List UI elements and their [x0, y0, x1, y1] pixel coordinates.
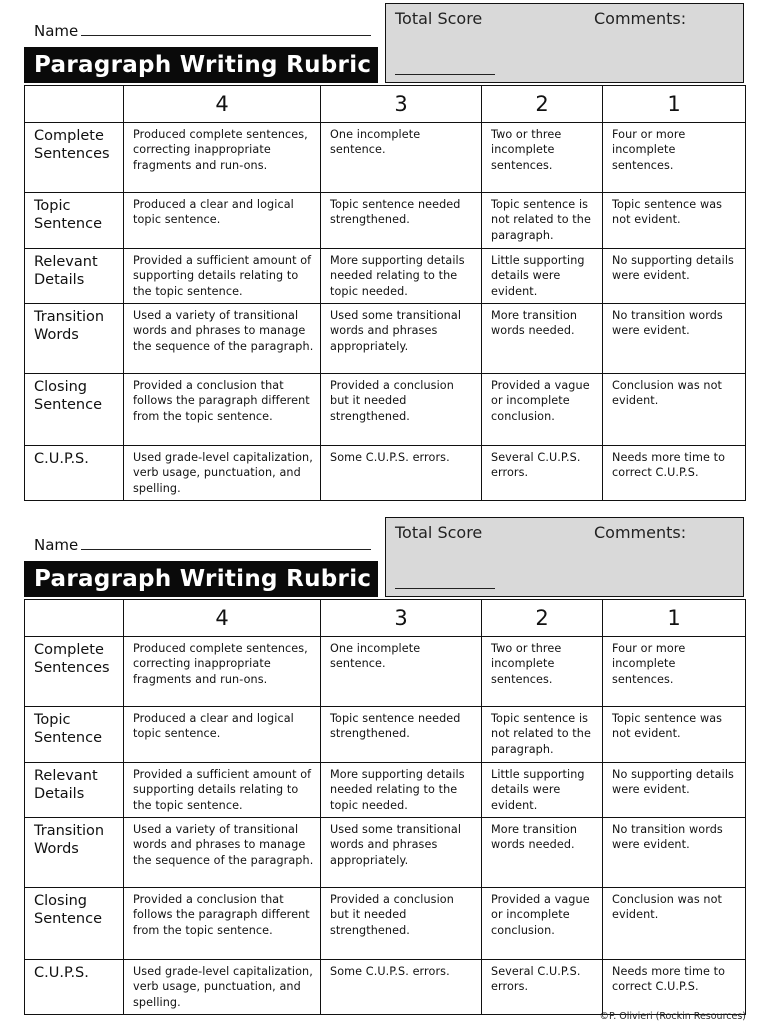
criterion-label: Complete Sentences: [25, 637, 124, 707]
total-score-label: Total Score: [395, 523, 483, 542]
descriptor-cell: No transition words were evident.: [603, 304, 746, 374]
score-box: [385, 517, 744, 597]
score-box: [385, 3, 744, 83]
descriptor-cell: Conclusion was not evident.: [603, 888, 746, 960]
descriptor-cell: Provided a sufficient amount of supporting details relating to the topic sentence.: [124, 249, 321, 304]
criterion-label: Transition Words: [25, 304, 124, 374]
descriptor-cell: Provided a vague or incomplete conclusion.: [482, 888, 603, 960]
comments-label: Comments:: [594, 523, 687, 542]
rubric-table: [24, 85, 746, 501]
descriptor-cell: Some C.U.P.S. errors.: [321, 446, 482, 501]
header-blank-cell: [25, 600, 124, 637]
name-field[interactable]: [34, 534, 380, 556]
descriptor-cell: More transition words needed.: [482, 818, 603, 888]
descriptor-cell: More supporting details needed relating to the topic needed.: [321, 763, 482, 818]
criterion-label: Topic Sentence: [25, 193, 124, 249]
table-row: [25, 888, 746, 960]
criterion-label: Closing Sentence: [25, 374, 124, 446]
criterion-label: C.U.P.S.: [25, 960, 124, 1015]
table-row: [25, 193, 746, 249]
descriptor-cell: No supporting details were evident.: [603, 249, 746, 304]
rubric-sheet-top: [0, 0, 768, 510]
total-score-label: Total Score: [395, 9, 483, 28]
criterion-label: C.U.P.S.: [25, 446, 124, 501]
descriptor-cell: Needs more time to correct C.U.P.S.: [603, 960, 746, 1015]
descriptor-cell: Some C.U.P.S. errors.: [321, 960, 482, 1015]
descriptor-cell: Topic sentence was not evident.: [603, 193, 746, 249]
score-header-1: 1: [603, 86, 746, 123]
table-row: [25, 249, 746, 304]
criterion-label: Closing Sentence: [25, 888, 124, 960]
descriptor-cell: Topic sentence is not related to the paragraph.: [482, 707, 603, 763]
name-blank-line[interactable]: [81, 535, 371, 550]
descriptor-cell: Produced a clear and logical topic sentence.: [124, 193, 321, 249]
table-row: [25, 374, 746, 446]
score-header-3: 3: [321, 86, 482, 123]
table-row: [25, 123, 746, 193]
score-blank-line[interactable]: [395, 74, 495, 75]
header-blank-cell: [25, 86, 124, 123]
descriptor-cell: Provided a conclusion but it needed strengthened.: [321, 888, 482, 960]
table-row: [25, 818, 746, 888]
descriptor-cell: Provided a conclusion that follows the paragraph different from the topic sentence.: [124, 374, 321, 446]
score-header-3: 3: [321, 600, 482, 637]
score-header-1: 1: [603, 600, 746, 637]
criterion-label: Complete Sentences: [25, 123, 124, 193]
descriptor-cell: Several C.U.P.S. errors.: [482, 960, 603, 1015]
table-row: [25, 707, 746, 763]
score-header-4: 4: [124, 86, 321, 123]
table-row: [25, 763, 746, 818]
score-header-2: 2: [482, 600, 603, 637]
copyright-credit: ©P. Olivieri (Rockin Resources): [599, 1011, 746, 1022]
descriptor-cell: Provided a sufficient amount of supporting details relating to the topic sentence.: [124, 763, 321, 818]
descriptor-cell: Produced a clear and logical topic sentence.: [124, 707, 321, 763]
descriptor-cell: Topic sentence is not related to the paragraph.: [482, 193, 603, 249]
descriptor-cell: Several C.U.P.S. errors.: [482, 446, 603, 501]
descriptor-cell: Topic sentence needed strengthened.: [321, 193, 482, 249]
descriptor-cell: No supporting details were evident.: [603, 763, 746, 818]
descriptor-cell: Used a variety of transitional words and phrases to manage the sequence of the paragraph.: [124, 818, 321, 888]
descriptor-cell: Topic sentence needed strengthened.: [321, 707, 482, 763]
descriptor-cell: Two or three incomplete sentences.: [482, 123, 603, 193]
table-row: [25, 446, 746, 501]
descriptor-cell: Produced complete sentences, correcting inappropriate fragments and run-ons.: [124, 123, 321, 193]
table-row: [25, 304, 746, 374]
descriptor-cell: Four or more incomplete sentences.: [603, 123, 746, 193]
descriptor-cell: Topic sentence was not evident.: [603, 707, 746, 763]
descriptor-cell: More transition words needed.: [482, 304, 603, 374]
descriptor-cell: Conclusion was not evident.: [603, 374, 746, 446]
name-label: Name: [34, 22, 79, 40]
criterion-label: Topic Sentence: [25, 707, 124, 763]
descriptor-cell: Little supporting details were evident.: [482, 763, 603, 818]
rubric-title: Paragraph Writing Rubric: [24, 561, 378, 597]
score-header-4: 4: [124, 600, 321, 637]
descriptor-cell: More supporting details needed relating to the topic needed.: [321, 249, 482, 304]
descriptor-cell: Little supporting details were evident.: [482, 249, 603, 304]
criterion-label: Relevant Details: [25, 763, 124, 818]
descriptor-cell: One incomplete sentence.: [321, 637, 482, 707]
descriptor-cell: Provided a conclusion but it needed strengthened.: [321, 374, 482, 446]
descriptor-cell: One incomplete sentence.: [321, 123, 482, 193]
comments-label: Comments:: [594, 9, 687, 28]
descriptor-cell: Two or three incomplete sentences.: [482, 637, 603, 707]
descriptor-cell: No transition words were evident.: [603, 818, 746, 888]
table-row: [25, 637, 746, 707]
descriptor-cell: Used a variety of transitional words and phrases to manage the sequence of the paragraph.: [124, 304, 321, 374]
rubric-title: Paragraph Writing Rubric: [24, 47, 378, 83]
descriptor-cell: Provided a vague or incomplete conclusion.: [482, 374, 603, 446]
score-header-2: 2: [482, 86, 603, 123]
descriptor-cell: Used some transitional words and phrases appropriately.: [321, 818, 482, 888]
score-blank-line[interactable]: [395, 588, 495, 589]
rubric-sheet-bottom: [0, 514, 768, 1024]
name-label: Name: [34, 536, 79, 554]
descriptor-cell: Produced complete sentences, correcting inappropriate fragments and run-ons.: [124, 637, 321, 707]
descriptor-cell: Needs more time to correct C.U.P.S.: [603, 446, 746, 501]
criterion-label: Relevant Details: [25, 249, 124, 304]
name-blank-line[interactable]: [81, 21, 371, 36]
criterion-label: Transition Words: [25, 818, 124, 888]
descriptor-cell: Used some transitional words and phrases appropriately.: [321, 304, 482, 374]
rubric-table: [24, 599, 746, 1015]
table-row: [25, 960, 746, 1015]
name-field[interactable]: [34, 20, 380, 42]
descriptor-cell: Four or more incomplete sentences.: [603, 637, 746, 707]
descriptor-cell: Used grade-level capitalization, verb usage, punctuation, and spelling.: [124, 960, 321, 1015]
descriptor-cell: Used grade-level capitalization, verb usage, punctuation, and spelling.: [124, 446, 321, 501]
descriptor-cell: Provided a conclusion that follows the paragraph different from the topic sentence.: [124, 888, 321, 960]
